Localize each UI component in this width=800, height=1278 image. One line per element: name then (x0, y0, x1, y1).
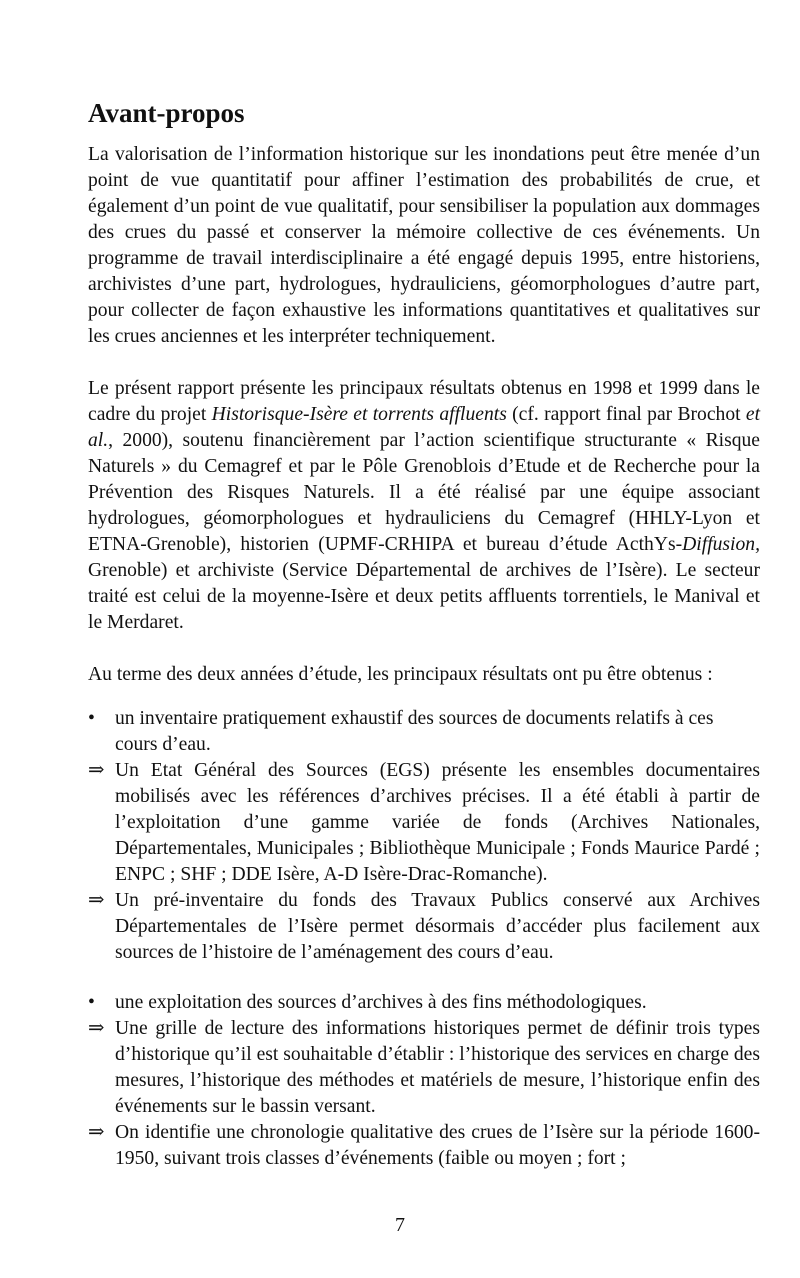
project-title: Historisque-Isère et torrents affluents (211, 404, 507, 425)
citation-etal: et al. (88, 404, 761, 451)
arrow-right-icon: ⇒ (88, 1018, 105, 1039)
bullet-item (88, 990, 760, 1016)
diffusion-italic: Diffusion, (682, 534, 760, 555)
page-title: Avant-propos (88, 98, 245, 128)
text-segment: Grenoble) et archiviste (Service Départemental de archives de l’Isère). Le secteur traité est celui de la moyenne-Isère et deux petits affluents torrentiels, le Manival et le Merdaret. (88, 560, 760, 633)
page-number: 7 (395, 1214, 405, 1236)
arrow-text: Une grille de lecture des informations historiques permet de définir trois types d’historique qu’il est souhaitable d’établir : l’historique des services en charge des mesures, l’historique des méthodes et matériels de mesure, l’historique enfin des événements sur le bassin versant. (115, 1018, 760, 1117)
bullet-icon: • (88, 992, 95, 1013)
text-segment: Le présent rapport présente les principaux résultats obtenus en 1998 et 1999 dans le cadre du projet (88, 378, 760, 425)
arrow-text: Un Etat Général des Sources (EGS) présente les ensembles documentaires mobilisés avec les références d’archives précises. Il a été établi à partir de l’exploitation d’une gamme variée de fonds (Archives Nationales, Départementales, Municipales ; Bibliothèque Municipale ; Fonds Maurice Pardé ; ENPC ; SHF ; DDE Isère, A-D Isère-Drac-Romanche). (115, 760, 760, 885)
arrow-right-icon: ⇒ (88, 760, 105, 781)
arrow-item (88, 1016, 760, 1120)
document-page (88, 0, 760, 1172)
arrow-text: Un pré-inventaire du fonds des Travaux Publics conservé aux Archives Départementales de l’Isère permet désormais d’accéder plus facilement aux sources de l’histoire de l’aménagement des cours d’eau. (115, 890, 760, 963)
bullet-item (88, 706, 760, 758)
bullet-text: une exploitation des sources d’archives à des fins méthodologiques. (115, 992, 647, 1013)
arrow-right-icon: ⇒ (88, 1122, 105, 1143)
bullet-icon: • (88, 708, 95, 729)
paragraph-results-intro: Au terme des deux années d’étude, les principaux résultats ont pu être obtenus : (88, 664, 713, 685)
text-segment: , 2000), soutenu financièrement par l’action scientifique structurante « Risque Naturels » du Cemagref et par le Pôle Grenoblois d’Etude et de Recherche pour la Prévention des Risques Naturels. Il a été réalisé par une équipe associant hydrologues, géomorphologues et hydrauliciens du Cemagref (HHLY-Lyon et ETNA-Grenoble), historien (UPMF-CRHIPA et bureau d’étude ActhYs- (88, 430, 760, 555)
arrow-right-icon: ⇒ (88, 890, 105, 911)
arrow-item (88, 888, 760, 966)
arrow-text: On identifie une chronologie qualitative des crues de l’Isère sur la période 1600-1950, suivant trois classes d’événements (faible ou moyen ; fort ; (115, 1122, 760, 1169)
paragraph-report (88, 376, 760, 636)
bullet-text: un inventaire pratiquement exhaustif des sources de documents relatifs à ces cours d’eau. (115, 708, 714, 755)
paragraph-intro: La valorisation de l’information historique sur les inondations peut être menée d’un point de vue quantitatif pour affiner l’estimation des probabilités de crue, et également d’un point de vue qualitatif, pour sensibiliser la population aux dommages des crues du passé et conserver la mémoire collective de ces événements. Un programme de travail interdisciplinaire a été engagé depuis 1995, entre historiens, archivistes d’une part, hydrologues, hydrauliciens, géomorphologues d’autre part, pour collecter de façon exhaustive les informations quantitatives et qualitatives sur les crues anciennes et les interpréter techniquement. (88, 144, 760, 347)
arrow-item (88, 758, 760, 888)
arrow-item (88, 1120, 760, 1172)
text-segment: (cf. rapport final par Brochot (506, 404, 746, 425)
